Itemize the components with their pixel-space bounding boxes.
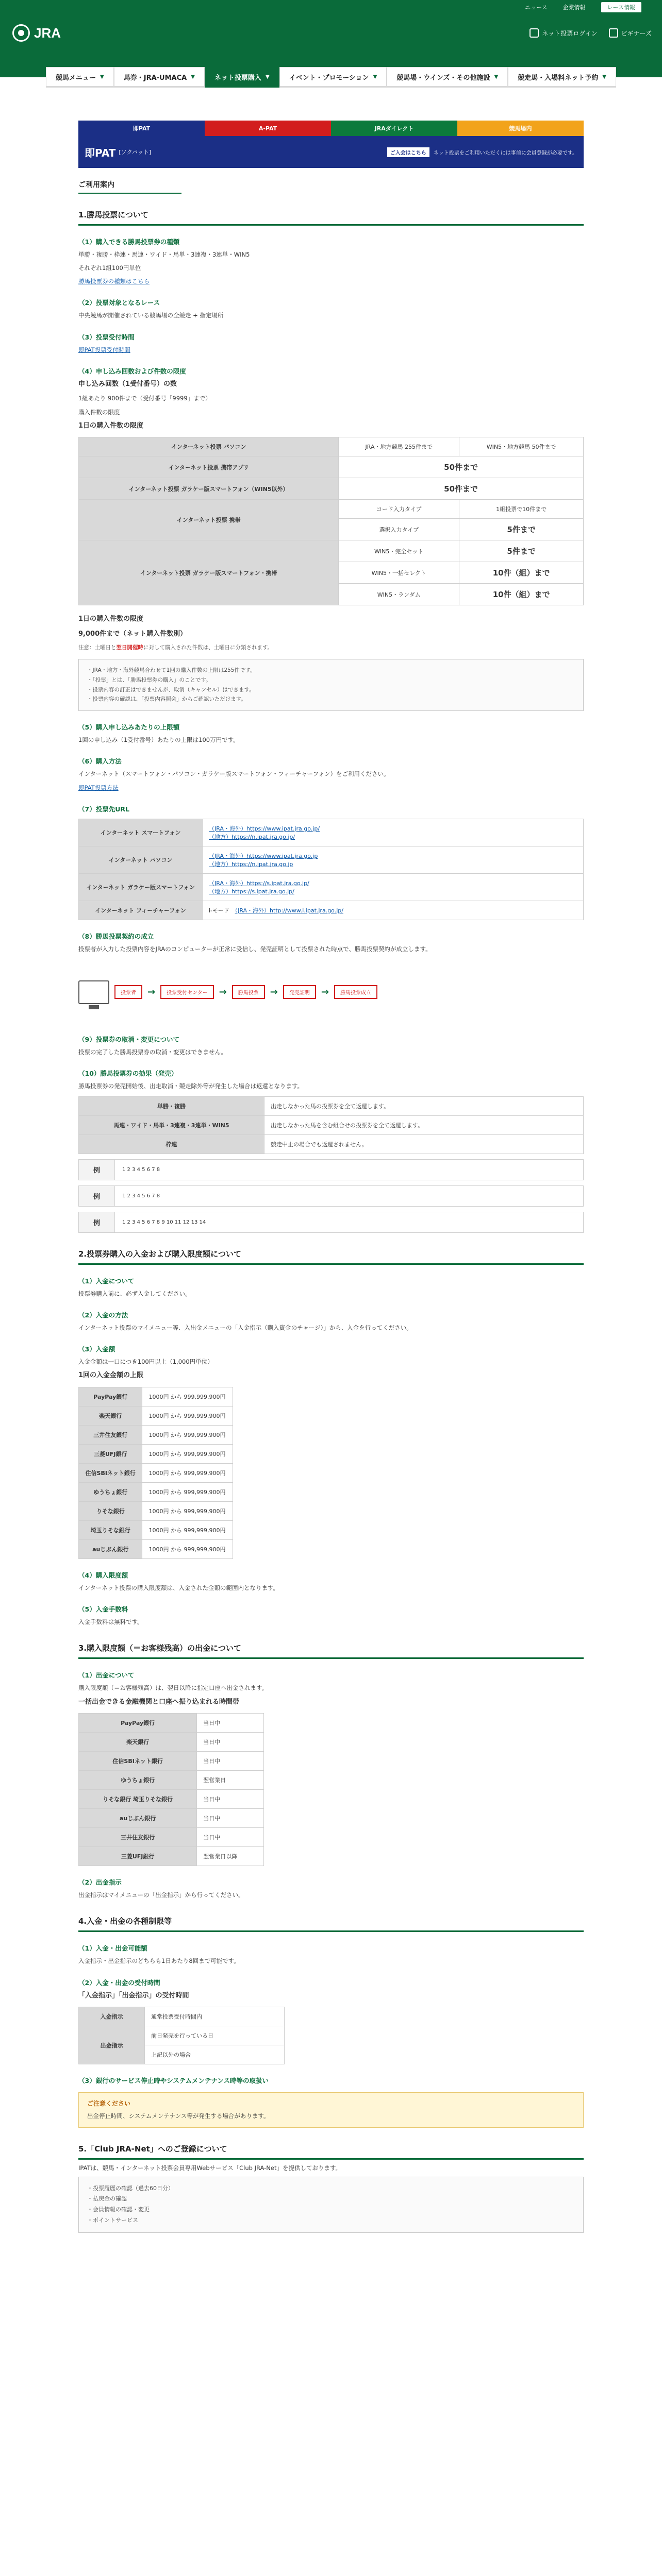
s1-q4-text2: 1組あたり 900件まで（受付番号「9999」まで） (78, 395, 211, 402)
flow-box: 発売証明 (283, 985, 316, 999)
beginners-label: ビギナーズ (621, 29, 652, 37)
arrow-right-icon: → (270, 987, 278, 998)
top-link-news[interactable]: ニュース (525, 4, 548, 11)
chevron-down-icon: ▼ (191, 74, 195, 80)
table-row: ゆうちょ銀行 1000円 から 999,999,900円 (79, 1483, 233, 1502)
contract-flow-diagram (78, 961, 584, 1023)
table-row: 単勝・複勝 出走しなかった馬の投票券を全て返還します。 (79, 1097, 584, 1116)
table-row: 三菱UFJ銀行 1000円 から 999,999,900円 (79, 1445, 233, 1464)
s1-q5-title: （5）購入申し込みあたりの上限額 (78, 723, 180, 732)
s1-q4-text3: 購入件数の限度 (78, 408, 120, 416)
chevron-down-icon: ▼ (602, 74, 606, 80)
section-3-title: 3.購入限度額（＝お客様残高）の出金について (78, 1642, 584, 1659)
notes-box (78, 659, 584, 711)
s1-q6-link[interactable]: 即PAT投票方法 (78, 784, 119, 791)
s1-q3-link[interactable]: 即PAT投票受付時間 (78, 346, 130, 353)
s1-q7-title: （7）投票先URL (78, 805, 129, 813)
arrow-right-icon: → (147, 987, 156, 998)
table-row: インターネット投票 ガラケー版スマートフォン・携帯 WIN5・完全セット 5件まで (79, 540, 584, 562)
s4-q1-text: 入金指示・出金指示のどちらも1日あたり8回まで可能です。 (78, 1957, 240, 1965)
withdraw-table-title: 一括出金できる金融機関と口座へ振り込まれる時間帯 (78, 1698, 240, 1706)
table-row: インターネット フィーチャーフォン i-モード （JRA・海外）http://www.i.ipat.jra.go.jp/ (79, 901, 584, 920)
nav-keiba-menu[interactable]: 競馬メニュー ▼ (46, 67, 114, 88)
s4-q1-title: （1）入金・出金可能額 (78, 1944, 147, 1953)
s1-q4-title: （4）申し込み回数および件数の限度 (78, 367, 186, 375)
withdraw-table (78, 1713, 264, 1866)
caution-title: ご注意ください (87, 2100, 131, 2108)
s1-q4-text1: 申し込み回数（1受付番号）の数 (78, 380, 177, 388)
s4-q2-title: （2）入金・出金の受付時間 (78, 1978, 160, 1987)
top-link-company[interactable]: 企業情報 (562, 4, 586, 11)
list-item: ・ ポイントサービス (87, 2215, 575, 2226)
s1-q1-title: （1）購入できる勝馬投票券の種類 (78, 238, 180, 246)
s1-q1-text1: 単勝・複勝・枠連・馬連・ワイド・馬単・3連複・3連単・WIN5 (78, 251, 250, 258)
table-row: インターネット スマートフォン （JRA・海外）https://www.ipat.jra.go.jp/ （地方）https://n.ipat.jra.go.jp/ (79, 819, 584, 846)
s3-q1-text: 購入限度額（＝お客様残高）は、翌日以降に指定口座へ出金されます。 (78, 1684, 268, 1692)
list-item: ・ 投票内容の訂正はできませんが、取消（キャンセル）はできます。 (87, 685, 575, 695)
computer-icon (78, 980, 109, 1004)
arrow-right-icon: → (219, 987, 227, 998)
table-row: auじぶん銀行 当日中 (79, 1809, 264, 1828)
s2-q1-text: 投票券購入前に、必ず入金してください。 (78, 1290, 191, 1298)
daily-limit-note: 注意：土曜日と翌日開催時に対して購入された件数は、土曜日に分類されます。 (78, 644, 273, 651)
s2-q3-text: 入金金額は一口につき100円以上（1,000円単位） (78, 1358, 213, 1366)
table-row: 楽天銀行 当日中 (79, 1733, 264, 1752)
refund-table (78, 1096, 584, 1154)
chevron-down-icon: ▼ (100, 74, 104, 80)
s1-q1-link[interactable]: 勝馬投票券の種類はこちら (78, 278, 150, 285)
table-row: インターネット投票 パソコン JRA・地方競馬 255件まで WIN5・地方競馬 50件まで (79, 437, 584, 456)
s1-q2-title: （2）投票対象となるレース (78, 299, 160, 307)
service-tabs (78, 121, 584, 136)
s1-q9-text: 投票の完了した勝馬投票券の取消・変更はできません。 (78, 1048, 227, 1056)
s2-q3-title: （3）入金額 (78, 1345, 115, 1353)
flow-box: 投票受付センター (160, 985, 214, 999)
deposit-limit-table (78, 1387, 233, 1559)
nav-net-vote[interactable]: ネット投票購入 ▼ (205, 67, 279, 88)
top-link-race-info[interactable]: レース情報 (601, 2, 641, 12)
table-row: 三井住友銀行 当日中 (79, 1828, 264, 1847)
s1-q10-text: 勝馬投票券の発売開始後、出走取消・競走除外等が発生した場合は返還となります。 (78, 1082, 304, 1090)
vote-url-table (78, 819, 584, 920)
ipat-logo: 即PAT [ソクパット] (85, 146, 152, 159)
table-row: 住信SBIネット銀行 1000円 から 999,999,900円 (79, 1464, 233, 1483)
tab-keibajo[interactable]: 競馬場内 (457, 121, 584, 136)
table-row: インターネット投票 ガラケー版スマートフォン（WIN5以外） 50件まで (79, 478, 584, 500)
top-links-bar (0, 0, 662, 14)
table-row: インターネット投票 携帯アプリ 50件まで (79, 456, 584, 478)
club-benefits-list (78, 2177, 584, 2233)
caution-text: 出金停止時間、システムメンテナンス等が発生する場合があります。 (87, 2112, 270, 2120)
chevron-down-icon: ▼ (265, 74, 270, 80)
jra-logo[interactable] (12, 24, 61, 42)
table-row: 三菱UFJ銀行 翌営業日以降 (79, 1847, 264, 1866)
login-icon (529, 28, 539, 38)
tab-jra-direct[interactable]: JRAダイレクト (331, 121, 457, 136)
s3-q2-title: （2）出金指示 (78, 1878, 122, 1887)
example-label: 例 (79, 1160, 115, 1180)
caution-box (78, 2092, 584, 2128)
s2-q1-title: （1）入金について (78, 1277, 135, 1285)
s1-q2-text: 中央競馬が開催されている競馬場の全競走 + 指定場所 (78, 312, 224, 319)
list-item: ・ JRA・地方・海外競馬合わせて1回の購入件数の上限は255件です。 (87, 666, 575, 675)
table-row: りそな銀行 1000円 から 999,999,900円 (79, 1502, 233, 1521)
table-row: 住信SBIネット銀行 当日中 (79, 1752, 264, 1771)
s1-q3-title: （3）投票受付時間 (78, 333, 135, 341)
s3-q1-title: （1）出金について (78, 1671, 135, 1680)
s2-q2-title: （2）入金の方法 (78, 1311, 128, 1319)
ipat-banner (78, 136, 584, 168)
main-content (78, 121, 584, 2233)
list-item: ・ 投票内容の確認は、「投票内容照会」からご確認いただけます。 (87, 694, 575, 704)
site-header (0, 0, 662, 82)
hours-table-title: 「入金指示」「出金指示」の受付時間 (78, 1991, 189, 1999)
table-row: りそな銀行 埼玉りそな銀行 当日中 (79, 1790, 264, 1809)
global-nav (0, 67, 662, 90)
chevron-down-icon: ▼ (494, 74, 499, 80)
page-title: ご利用案内 (78, 179, 181, 194)
nav-events[interactable]: イベント・プロモーション ▼ (279, 67, 387, 88)
example-box-2 (78, 1185, 584, 1207)
beginners-button[interactable] (609, 28, 652, 38)
section-4-title: 4.入金・出金の各種制限等 (78, 1916, 584, 1932)
nav-facilities[interactable]: 競馬場・ウインズ・その他施設 ▼ (387, 67, 508, 88)
section-5-title: 5.「Club JRA-Net」へのご登録について (78, 2143, 584, 2160)
s2-q5-text: 入金手数料は無料です。 (78, 1618, 143, 1626)
table-row: PayPay銀行 1000円 から 999,999,900円 (79, 1387, 233, 1406)
example-label: 例 (79, 1212, 115, 1232)
table-row: 三井住友銀行 1000円 から 999,999,900円 (79, 1426, 233, 1445)
table-row: auじぶん銀行 1000円 から 999,999,900円 (79, 1540, 233, 1559)
flow-box: 勝馬投票成立 (334, 985, 377, 999)
table-row: 枠連 競走中止の場合でも返還されません。 (79, 1135, 584, 1154)
s2-q2-text: インターネット投票のマイメニュー等、入出金メニューの「入金指示（購入資金のチャージ）」から、入金を行ってください。 (78, 1324, 412, 1332)
s1-q6-title: （6）購入方法 (78, 757, 122, 766)
tab-soku-pat[interactable]: 即PAT (78, 121, 205, 136)
list-item: ・ 投票履歴の確認（過去60日分） (87, 2183, 575, 2194)
s2-q4-title: （4）購入限度額 (78, 1571, 128, 1580)
table-row: PayPay銀行 当日中 (79, 1714, 264, 1733)
table-row: 馬連・ワイド・馬単・3連複・3連単・WIN5 出走しなかった馬を含む組合せの投票券を全て返還します。 (79, 1116, 584, 1135)
section-1-title: 1.勝馬投票について (78, 209, 584, 226)
nav-baken[interactable]: 馬券・JRA-UMACA ▼ (114, 67, 205, 88)
s4-q3-title: （3）銀行のサービス停止時やシステムメンテナンス時等の取扱い (78, 2077, 269, 2085)
flow-box: 投票者 (114, 985, 142, 999)
daily-limit-value: 9,000件まで（ネット購入件数別） (78, 630, 187, 638)
s1-q10-title: （10）勝馬投票券の効果（発売） (78, 1069, 178, 1077)
flow-box: 勝馬投票 (232, 985, 265, 999)
s1-q6-text: インターネット（スマートフォン・パソコン・ガラケー版スマートフォン・フィーチャーフォン）をご利用ください。 (78, 770, 390, 778)
table-row: 入金指示 通常投票受付時間内 (79, 2007, 285, 2026)
nav-reservation[interactable]: 競走馬・入場料ネット予約 ▼ (508, 67, 616, 88)
chevron-down-icon: ▼ (373, 74, 377, 80)
jra-logo-icon (12, 24, 30, 42)
s5-text: IPATは、競馬・インターネット投票会員専用Webサービス「Club JRA-Net」を提供しております。 (78, 2164, 342, 2172)
purchase-limit-table (78, 437, 584, 605)
example-numbers: 1 2 3 4 5 6 7 8 (122, 1193, 160, 1199)
s2-q4-text: インターネット投票の購入限度額は、入金された金額の範囲内となります。 (78, 1584, 279, 1592)
table-row: 楽天銀行 1000円 から 999,999,900円 (79, 1406, 233, 1426)
section-2-title: 2.投票券購入の入金および購入限度額について (78, 1248, 584, 1265)
s1-q1-text2: それぞれ1組100円単位 (78, 264, 141, 272)
join-note: ネット投票をご利用いただくには事前に会員登録が必要です。 (433, 150, 577, 156)
list-item: ・ 会員情報の確認・変更 (87, 2205, 575, 2215)
table-row: ゆうちょ銀行 翌営業日 (79, 1771, 264, 1790)
s1-q4-text4: 1日の購入件数の限度 (78, 421, 144, 430)
table-row: インターネット パソコン （JRA・海外）https://www.ipat.jra.go.jp （地方）https://n.ipat.jra.go.jp (79, 846, 584, 873)
table-row: WIN5・一括セレクト 10件（組）まで (79, 562, 584, 584)
s1-q8-title: （8）勝馬投票契約の成立 (78, 932, 154, 940)
arrow-right-icon: → (321, 987, 329, 998)
list-item: ・ 「投票」とは、「勝馬投票券の購入」のことです。 (87, 675, 575, 685)
list-item: ・ 払戻金の確認 (87, 2194, 575, 2205)
logo-text: JRA (34, 25, 61, 41)
example-box-3 (78, 1212, 584, 1233)
example-box-1 (78, 1159, 584, 1180)
daily-limit-title: 1日の購入件数の限度 (78, 615, 144, 623)
table-row: WIN5・ランダム 10件（組）まで (79, 584, 584, 605)
example-label: 例 (79, 1186, 115, 1206)
s1-q8-text: 投票者が入力した投票内容をJRAのコンピューターが正常に受信し、発売証明として投票された時点で、勝馬投票契約が成立します。 (78, 945, 432, 953)
s1-q5-text: 1回の申し込み（1受付番号）あたりの上限は100万円です。 (78, 736, 239, 744)
tab-a-pat[interactable]: A-PAT (205, 121, 331, 136)
table-row: 選択入力タイプ 5件まで (79, 519, 584, 540)
s2-q5-title: （5）入金手数料 (78, 1605, 128, 1614)
net-vote-login-label: ネット投票ログイン (542, 29, 598, 37)
table-row: 出金指示 前日発売を行っている日 (79, 2026, 285, 2045)
beginner-icon (609, 28, 618, 38)
hours-table (78, 2007, 285, 2064)
net-vote-login-button[interactable] (529, 28, 597, 38)
join-badge[interactable]: ご入会はこちら (387, 147, 429, 157)
s3-q2-text: 出金指示はマイメニューの「出金指示」から行ってください。 (78, 1891, 244, 1899)
table-row: インターネット投票 携帯 コード入力タイプ 1組投票で10件まで (79, 500, 584, 519)
s1-q9-title: （9）投票券の取消・変更について (78, 1035, 179, 1043)
example-numbers: 1 2 3 4 5 6 7 8 (122, 1167, 160, 1173)
example-numbers: 1 2 3 4 5 6 7 8 9 10 11 12 13 14 (122, 1219, 206, 1226)
table-row: 上記以外の場合 (79, 2045, 285, 2064)
table-row: インターネット ガラケー版スマートフォン （JRA・海外）https://s.ipat.jra.go.jp/ （地方）https://s.ipat.jra.go.jp/ (79, 873, 584, 901)
table-row: 埼玉りそな銀行 1000円 から 999,999,900円 (79, 1521, 233, 1540)
deposit-table-title: 1回の入金金額の上限 (78, 1371, 144, 1380)
